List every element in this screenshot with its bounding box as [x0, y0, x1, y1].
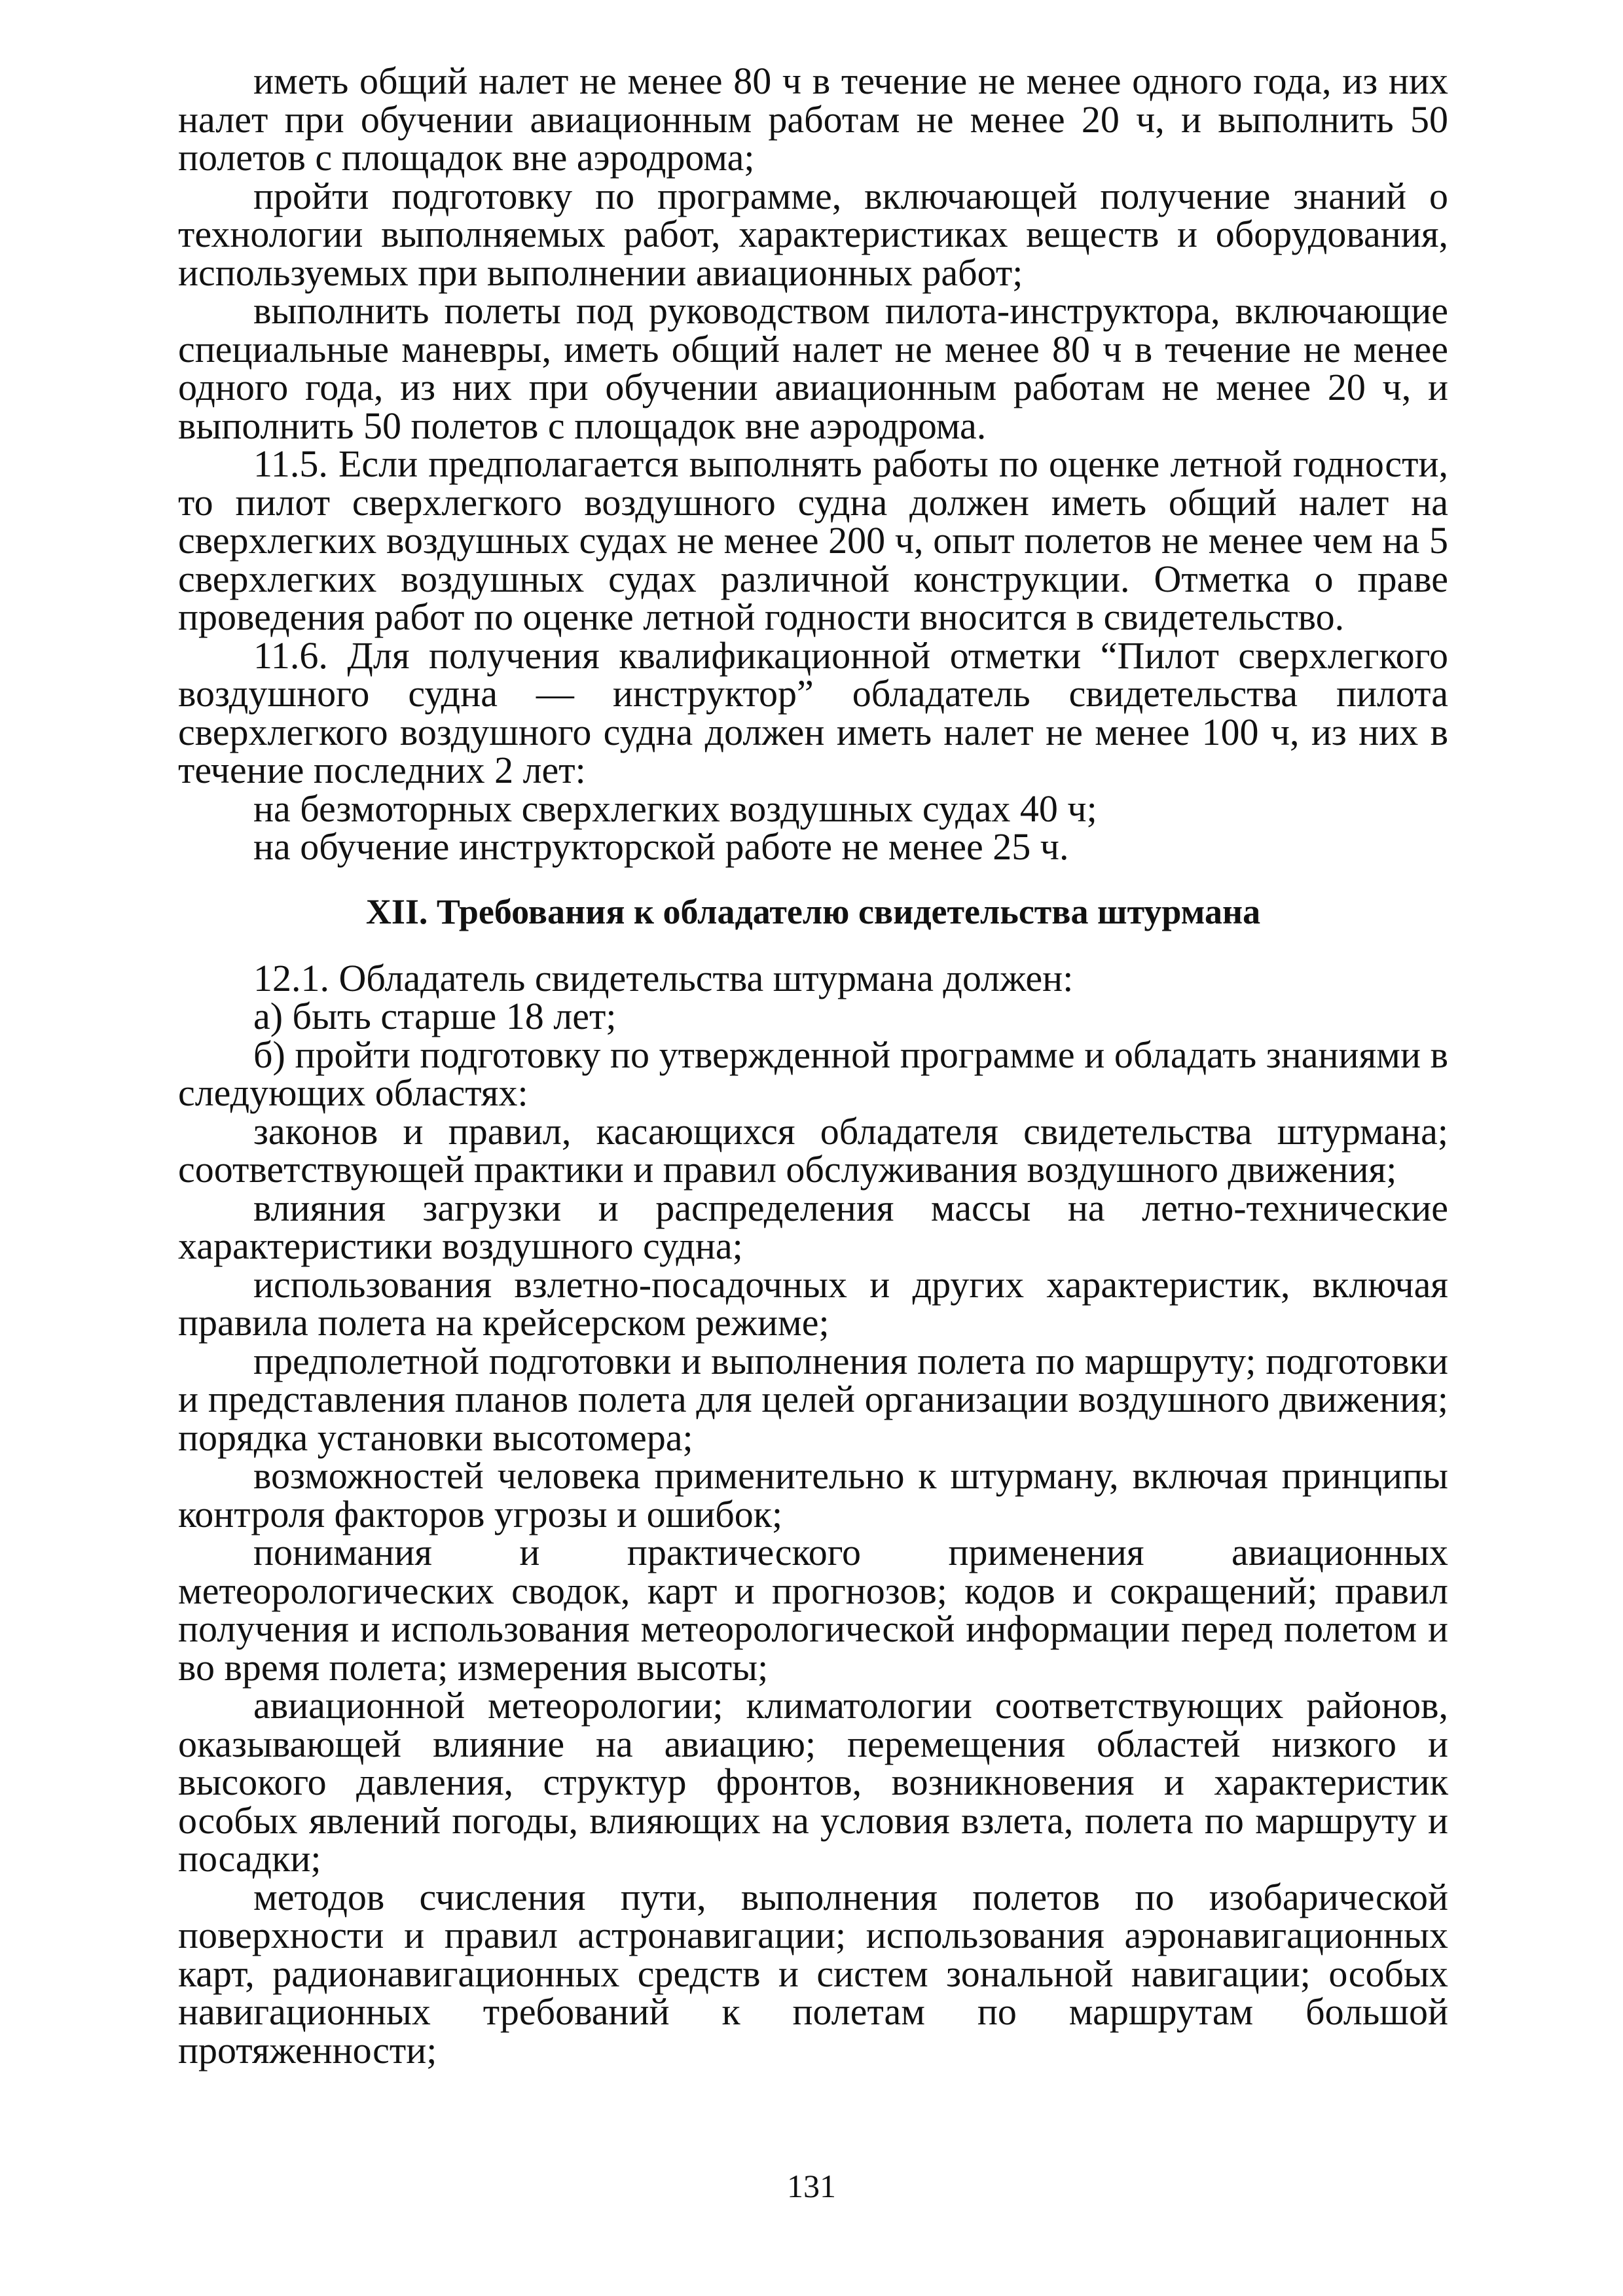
- knowledge-area-item: методов счисления пути, выполнения полетов по изобарической поверхности и правил астронавигации; использования аэронавигационных карт, радионавигационных средств и систем зональной навигации; особых навигационных требований к полетам по маршрутам большой протяженности;: [178, 1875, 1448, 2072]
- paragraph: иметь общий налет не менее 80 ч в течение не менее одного года, из них налет при обучении авиационным работам не менее 20 ч, и выполнить 50 полетов с площадок вне аэродрома;: [178, 60, 1448, 179]
- knowledge-area-item: влияния загрузки и распределения массы на летно-технические характеристики воздушного судна;: [178, 1186, 1448, 1267]
- paragraph: пройти подготовку по программе, включающей получение знаний о технологии выполняемых работ, характеристиках веществ и оборудования, используемых при выполнении авиационных работ;: [178, 174, 1448, 294]
- page-number: 131: [787, 2168, 836, 2204]
- knowledge-area-item: понимания и практического применения авиационных метеорологических сводок, карт и прогнозов; кодов и сокращений; правил получения и использования метеорологической информации перед полетом и во время полета; измерения высоты;: [178, 1531, 1448, 1689]
- paragraph: выполнить полеты под руководством пилота-инструктора, включающие специальные маневры, иметь общий налет не менее 80 ч в течение не менее одного года, из них при обучении авиационным работам не менее 20 ч, и выполнить 50 полетов с площадок вне аэродрома.: [178, 289, 1448, 447]
- knowledge-area-item: законов и правил, касающихся обладателя свидетельства штурмана; соответствующей практики и правил обслуживания воздушного движения;: [178, 1109, 1448, 1191]
- knowledge-area-item: авиационной метеорологии; климатологии соответствующих районов, оказывающей влияние на авиацию; перемещения областей низкого и высокого давления, структур фронтов, возникновения и характеристик особых явлений погоды, влияющих на условия взлета, полета по маршруту и посадки;: [178, 1684, 1448, 1880]
- section-heading: XII. Требования к обладателю свидетельства штурмана: [365, 891, 1261, 931]
- list-item: на безмоторных сверхлегких воздушных судах 40 ч;: [253, 787, 1097, 830]
- knowledge-area-item: предполетной подготовки и выполнения полета по маршруту; подготовки и представления планов полета для целей организации воздушного движения; порядка установки высотомера;: [178, 1339, 1448, 1459]
- paragraph-11-6: 11.6. Для получения квалификационной отметки “Пилот сверхлегкого воздушного судна — инструктор” обладатель свидетельства пилота сверхлегкого воздушного судна должен иметь налет не менее 100 ч, из них в течение последних 2 лет:: [178, 634, 1448, 791]
- list-item: на обучение инструкторской работе не менее 25 ч.: [253, 825, 1069, 868]
- list-item: а) быть старше 18 лет;: [253, 995, 617, 1037]
- knowledge-area-item: возможностей человека применительно к штурману, включая принципы контроля факторов угрозы и ошибок;: [178, 1454, 1448, 1535]
- knowledge-area-item: использования взлетно-посадочных и других характеристик, включая правила полета на крейсерском режиме;: [178, 1263, 1448, 1344]
- list-item: б) пройти подготовку по утвержденной программе и обладать знаниями в следующих областях:: [178, 1033, 1448, 1114]
- paragraph-11-5: 11.5. Если предполагается выполнять работы по оценке летной годности, то пилот сверхлегкого воздушного судна должен иметь общий налет на сверхлегких воздушных судах не менее 200 ч, опыт полетов не менее чем на 5 сверхлегких воздушных судах различной конструкции. Отметка о праве проведения работ по оценке летной годности вносится в свидетельство.: [178, 442, 1448, 638]
- body-text: [178, 62, 1448, 2070]
- paragraph-12-1: 12.1. Обладатель свидетельства штурмана должен:: [253, 956, 1074, 999]
